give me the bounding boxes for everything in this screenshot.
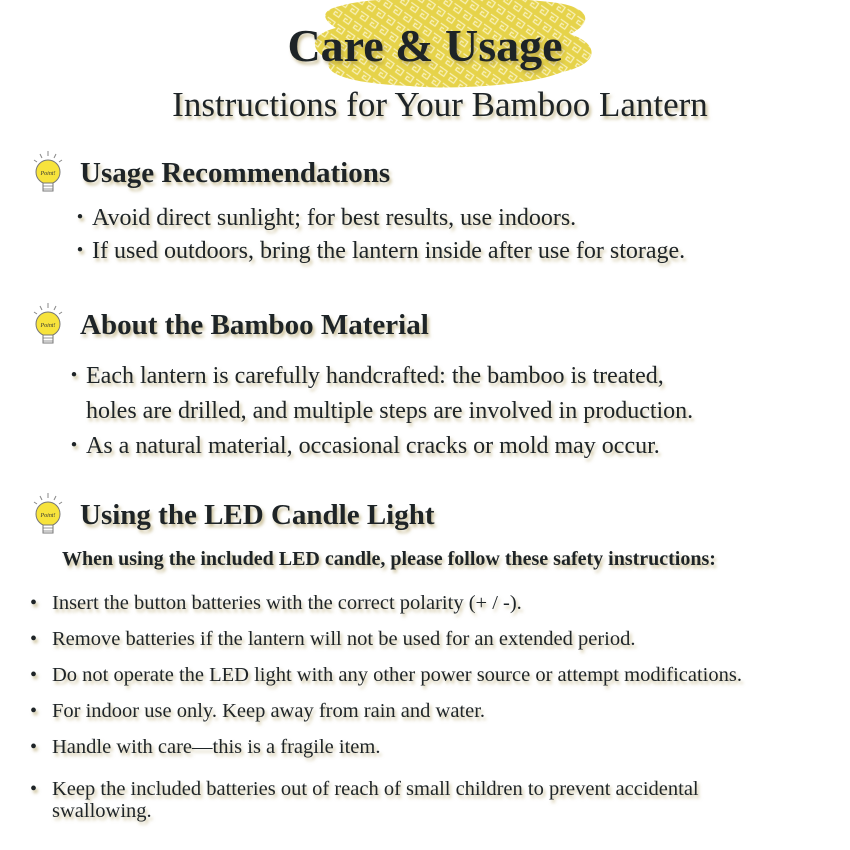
safety-note: When using the included LED candle, please follow these safety instructions: [62,548,716,570]
bullet-icon: • [30,700,38,722]
svg-text:Point!: Point! [40,171,56,177]
page-title: Care & Usage [287,20,563,71]
list-item: • Keep the included batteries out of reach of small children to prevent accidental swallowing. [30,778,699,822]
section-title: Usage Recommendations [80,157,391,189]
list-item: • Handle with care—this is a fragile item. [30,736,381,758]
list-item-continuation: holes are drilled, and multiple steps are involved in production. [86,398,694,424]
list-item: ・ As a natural material, occasional cracks or mold may occur. [62,433,660,459]
bullet-icon: • [30,592,38,614]
bamboo-list [62,360,694,463]
list-item: ・ Avoid direct sunlight; for best results, use indoors. [74,202,685,235]
bullet-icon: • [30,778,38,800]
bullet-icon: • [30,628,38,650]
list-item: ・ If used outdoors, bring the lantern inside after use for storage. [74,235,685,268]
section-title: About the Bamboo Material [80,309,429,341]
page-subtitle: Instructions for Your Bamboo Lantern [172,85,708,124]
lightbulb-point-icon [30,302,66,348]
led-safety-list [28,592,838,822]
lightbulb-point-icon [30,492,66,538]
svg-text:Point!: Point! [40,513,56,519]
section-heading-led [30,492,435,538]
section-heading-usage [30,150,390,196]
bullet-icon: • [30,664,38,686]
section-title: Using the LED Candle Light [80,499,435,531]
usage-list [74,202,685,268]
list-item: • Remove batteries if the lantern will not be used for an extended period. [30,628,636,650]
list-item: • Do not operate the LED light with any other power source or attempt modifications. [30,664,742,686]
bullet-icon: • [30,736,38,758]
svg-text:Point!: Point! [40,323,56,329]
lightbulb-point-icon [30,150,66,196]
list-item: • Insert the button batteries with the correct polarity (+ / -). [30,592,522,614]
section-heading-bamboo [30,302,429,348]
list-item: • For indoor use only. Keep away from rain and water. [30,700,486,722]
list-item: ・ Each lantern is carefully handcrafted: the bamboo is treated, [62,363,664,389]
